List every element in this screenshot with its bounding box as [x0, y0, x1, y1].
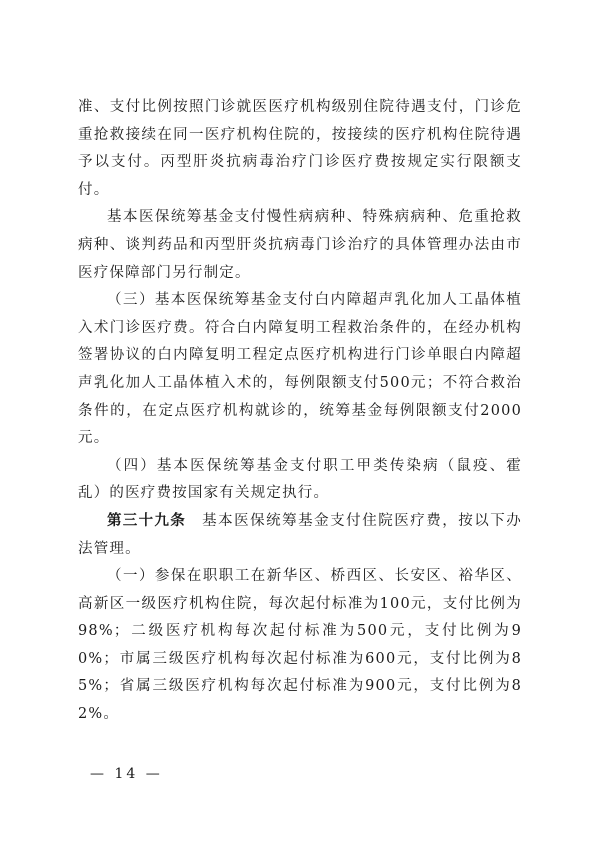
paragraph-continuation: 准、支付比例按照门诊就医医疗机构级别住院待遇支付，门诊危重抢救接续在同一医疗机构住院的，按接续的医疗机构住院待遇予以支付。丙型肝炎抗病毒治疗门诊医疗费按规定实行限额支付。 [78, 99, 522, 198]
article-text: 基本医保统筹基金支付住院医疗费，按以下办法管理。 [78, 512, 522, 557]
paragraph-item-four: （四）基本医保统筹基金支付职工甲类传染病（鼠疫、霍乱）的医疗费按国家有关规定执行。 [78, 457, 522, 502]
document-body [78, 94, 522, 729]
paragraph-management-rules: 基本医保统筹基金支付慢性病病种、特殊病病种、危重抢救病种、谈判药品和丙型肝炎抗病毒门诊治疗的具体管理办法由市医疗保障部门另行制定。 [78, 209, 522, 281]
article-heading: 第三十九条 [107, 512, 187, 529]
paragraph-item-one: （一）参保在职职工在新华区、桥西区、长安区、裕华区、高新区一级医疗机构住院，每次起付标准为100元，支付比例为98%；二级医疗机构每次起付标准为500元，支付比例为90%；市属三级医疗机构每次起付标准为600元，支付比例为85%；省属三级医疗机构每次起付标准为900元，支付比例为82%。 [78, 568, 522, 723]
paragraph-item-three: （三）基本医保统筹基金支付白内障超声乳化加人工晶体植入术门诊医疗费。符合白内障复明工程救治条件的，在经办机构签署协议的白内障复明工程定点医疗机构进行门诊单眼白内障超声乳化加人工晶体植入术的，每例限额支付500元；不符合救治条件的，在定点医疗机构就诊的，统筹基金每例限额支付2000元。 [78, 292, 522, 447]
page-number: — 14 — [90, 766, 163, 782]
article-39 [78, 508, 522, 563]
